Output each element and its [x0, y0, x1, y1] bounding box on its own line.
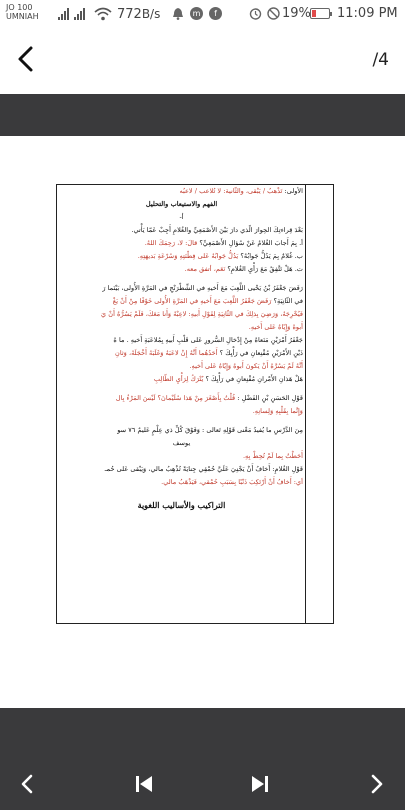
- document-line: أ. بِمَ أَجابَ الغُلامُ عَنْ سُؤالِ الأَصْمَعِيِّ؟ قالَ: لا، رَحِمَكَ اللهُ.: [144, 239, 303, 247]
- document-line: وَإِنَّما بِقَلْبِهِ وَلِسانِهِ.: [252, 407, 303, 415]
- document-line: أي: أَخافُ أَنْ أَرْتَكِبَ ذَنْبًا بِسَبَبِ حُمْقي، فَيَذْهَبُ مالي.: [161, 478, 303, 486]
- system-icons: [249, 7, 280, 20]
- document-line: هَلْ هَذانِ الأَمْرانِ مُقْنِعانِ في رَأْيِكَ ؟ يُتْرَكُ لِرَأْيِ الطّالِبِ: [153, 375, 303, 383]
- document-line: أَنَّهُ لَمْ يَسُرَّهُ أَنْ يَكونَ أَبوهُ وَإِيّاهُ عَلى أَخيهِ.: [189, 362, 303, 370]
- network-speed: 772B/s: [117, 7, 161, 22]
- page-margin-column: [305, 185, 333, 623]
- do-not-disturb-icon: [267, 7, 280, 20]
- document-line: قَوْلِ الحَسَنِ بْنِ الفَضْلِ : قُلْتُ بِأَصْغَرَ مِنْ هَذا سُلَيْمانَ؟ لَيْسَ المَرْءُ بِال: [115, 394, 303, 402]
- viewer-top-band: [0, 94, 405, 136]
- document-line: فَيُحْرِجَهُ، وَرَضِيَ بِذلِكَ في الثّانِيَةِ لِقَوْلِ أَبيهِ: لاعِبْهُ وَأَنا مَعَكَ، فَلَمْ يَسُرُّهُ أَنْ يَ: [101, 310, 303, 318]
- messenger-icon: m: [190, 7, 203, 20]
- alarm-icon: [249, 7, 262, 20]
- battery-percent: 19%: [282, 6, 311, 21]
- wifi-icon: [94, 7, 112, 21]
- document-line: أَبوهُ وَإِيّاهُ عَلى أَخيهِ.: [248, 323, 303, 331]
- document-line: ب. غُلامٌ بِمَ يَدُلُّ جَوابُهُ؟ يَدُلُّ جَوابُهُ عَلى فِطْنَتِهِ وَسُرْعَةِ بَديهَتِهِ.: [137, 252, 303, 260]
- document-text: [57, 185, 306, 623]
- line-gap: [60, 489, 303, 495]
- document-line: رَفَضَ جَعْفَرُ بْنُ يَحْيى اللَّعِبَ مَعَ أَخيهِ في الشِّطْرَنْجِ في المَرَّةِ الأُولى، بَيْنَما رَ: [102, 284, 303, 292]
- status-bar: [0, 0, 405, 30]
- skip-to-first-icon[interactable]: [130, 770, 158, 798]
- document-line: يوسف: [172, 439, 191, 447]
- carrier-line-1: JO 100: [6, 3, 33, 12]
- document-line: أ-: [179, 213, 184, 221]
- page-indicator: /4: [372, 50, 389, 70]
- bell-icon: [172, 7, 184, 20]
- document-line: ت. هَلْ تَتَّفِقُ مَعَ رَأْيِ الغُلامِ؟ نَعَم، أتفق معه.: [184, 265, 303, 273]
- facebook-icon: f: [209, 7, 222, 20]
- chevron-left-icon[interactable]: [12, 44, 42, 74]
- document-line: الأولى: تَذْهبُ / يَبْقى، والثّانية: لا تُلاعب / لاعبُه: [179, 187, 303, 195]
- document-line: جَعْفَرُ أَمْرَيْنِ مَنَعاهُ مِنْ إِدْخالِ السُّرورِ عَلى قَلْبِ أَبيهِ بِمُلاعَبَةِ أَخيهِ . ما هُ: [113, 336, 303, 344]
- document-line: الفهم والاستيعاب والتحليل: [145, 200, 218, 208]
- document-line: في الثّانِيَةِ؟ رَفَضَ جَعْفَرُ اللَّعِبَ مَعَ أَخيهِ في المَرَّةِ الأُولى خَوْفًا مِنْ أَنْ يَغْ: [112, 297, 303, 305]
- document-line: التراكيب والأساليب اللغوية: [137, 500, 226, 510]
- document-page: [56, 184, 334, 624]
- chevron-left-icon[interactable]: [14, 770, 42, 798]
- clock: 11:09 PM: [337, 6, 398, 21]
- carrier-line-2: UMNIAH: [6, 12, 39, 21]
- page-navigation-bar: [0, 708, 405, 810]
- signal-icon-2: [74, 8, 85, 20]
- skip-to-last-icon[interactable]: [246, 770, 274, 798]
- notification-icons: [172, 7, 222, 20]
- document-line: أَحَطْتُ بِما لَمْ تُحِطْ بِهِ.: [242, 452, 303, 460]
- app-toolbar: [0, 30, 405, 94]
- battery-icon: [310, 8, 330, 19]
- chevron-right-icon[interactable]: [362, 770, 390, 798]
- document-line: ذَيْنِ الأَمْرَيْنِ مُقْنِعانِ في رَأْيِكَ ؟ أَحَدُهُما أَنَّهُ إِنْ لاعَبَهُ وَغَلَبَهُ أَخْجَلَهُ، وَثانِ: [114, 349, 303, 357]
- document-line: بَعْدَ قِراءتِكَ الحِوارَ الّذي دارَ بَيْنَ الأَصْمَعِيِّ والغُلامِ أَجِبْ عَمّا يَأْتي.: [131, 226, 303, 234]
- document-line: مِنَ الدَّرْسِ ما يُفيدُ مَعْنى قَوْلِهِ تَعالى : وَفَوْقَ كُلِّ ذي عِلْمٍ عَليمٌ ٧٦ سو: [117, 426, 303, 434]
- carrier-label: [6, 3, 39, 21]
- signal-icon: [58, 8, 69, 20]
- document-line: قَوْلِ الغُلامِ: أَخافُ أَنْ يَجْنِيَ عَلَيَّ حُمْقِي جِنايَةً تُذْهِبُ مالي، وَيَبْقى عَلى حُمـ: [104, 465, 303, 473]
